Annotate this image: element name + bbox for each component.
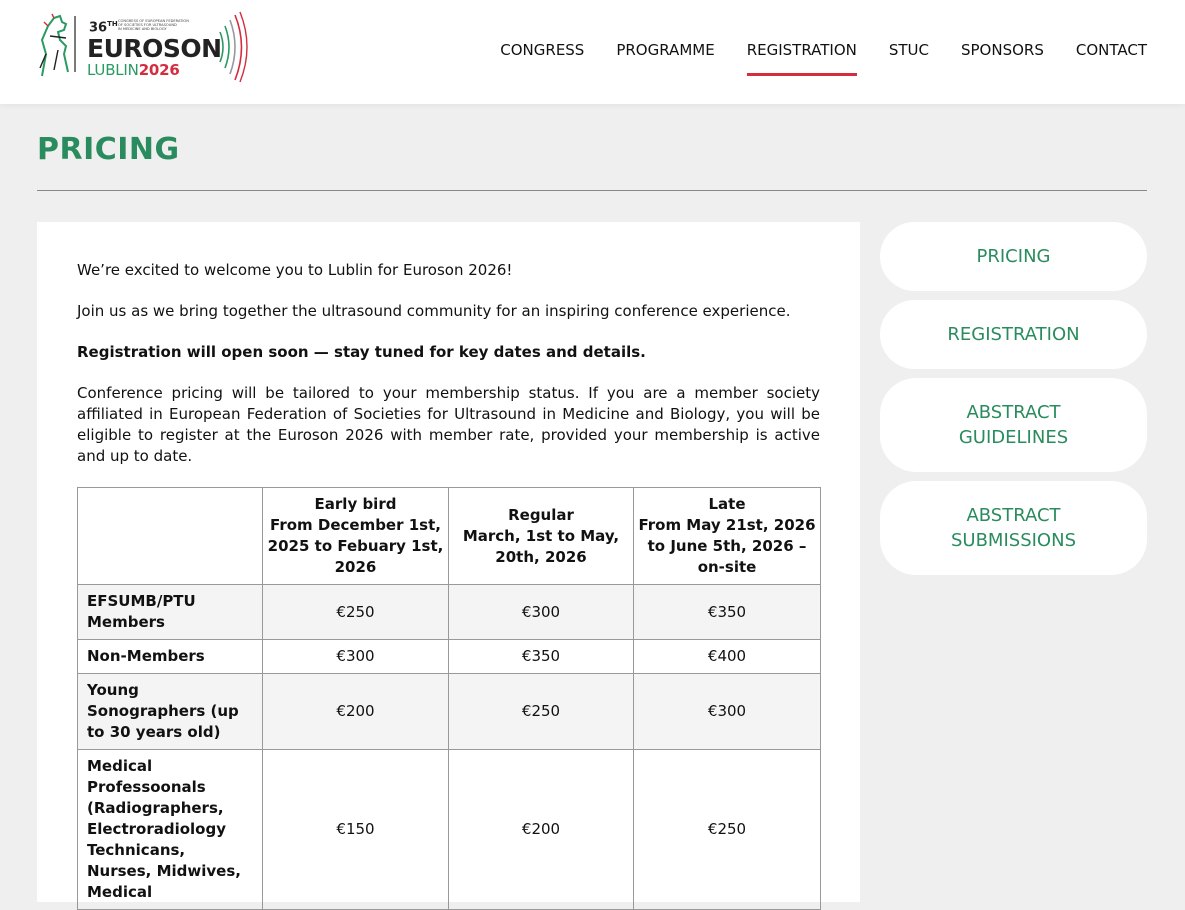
page-title: PRICING [37, 132, 180, 167]
site-header [0, 0, 1185, 104]
price-cell: €400 [634, 640, 821, 674]
nav-contact[interactable]: CONTACT [1075, 41, 1147, 59]
logo-wordmark: EUROSON [87, 34, 222, 63]
price-cell: €200 [449, 750, 634, 910]
price-cell: €350 [634, 585, 821, 640]
main-content [37, 222, 860, 902]
nav-sponsors[interactable]: SPONSORS [960, 41, 1044, 59]
intro-text: Join us as we bring together the ultrasound community for an inspiring conference experience. [77, 302, 791, 320]
row-label: Young Sonographers (up to 30 years old) [78, 674, 263, 750]
table-header-late: Late From May 21st, 2026 to June 5th, 2026 – on-site [634, 488, 821, 585]
table-row [78, 750, 821, 910]
sidebar [880, 222, 1147, 584]
price-cell: €300 [634, 674, 821, 750]
nav-registration[interactable]: REGISTRATION [747, 41, 857, 65]
nav-programme[interactable]: PROGRAMME [616, 41, 715, 59]
row-label: Non-Members [78, 640, 263, 674]
sidebar-item-abstract-guidelines[interactable]: ABSTRACT GUIDELINES [880, 378, 1147, 472]
logo-edition: 36TH [89, 20, 118, 36]
table-row [78, 585, 821, 640]
price-cell: €150 [263, 750, 449, 910]
table-row [78, 640, 821, 674]
price-cell: €250 [634, 750, 821, 910]
row-label: EFSUMB/PTU Members [78, 585, 263, 640]
logo-city-year: LUBLIN2026 [87, 61, 180, 79]
price-cell: €350 [449, 640, 634, 674]
table-header-row [78, 488, 821, 585]
row-label: Medical Professoonals (Radiographers, Electroradiology Technicans, Nurses, Midwives, Medical [78, 750, 263, 910]
pricing-table [77, 487, 821, 910]
price-cell: €200 [263, 674, 449, 750]
welcome-text: We’re excited to welcome you to Lublin for Euroson 2026! [77, 261, 513, 279]
price-cell: €300 [449, 585, 634, 640]
sidebar-item-pricing[interactable]: PRICING [880, 222, 1147, 291]
sidebar-item-registration[interactable]: REGISTRATION [880, 300, 1147, 369]
logo-tagline: CONGRESS OF EUROPEAN FEDERATION OF SOCIETIES FOR ULTRASOUND IN MEDICINE AND BIOLOGY [118, 19, 189, 32]
nav-stuc[interactable]: STUC [888, 41, 929, 59]
table-header-empty [78, 488, 263, 585]
euroson-logo[interactable] [36, 10, 256, 86]
pricing-info-text: Conference pricing will be tailored to your membership status. If you are a member society affiliated in European Federation of Societies for Ultrasound in Medicine and Biology, you will be eligible to register at the Euroson 2026 with member rate, provided your membership is active and up to date. [77, 384, 820, 465]
nav-congress[interactable]: CONGRESS [500, 41, 585, 59]
table-header-early-bird: Early bird From December 1st, 2025 to Febuary 1st, 2026 [263, 488, 449, 585]
price-cell: €250 [263, 585, 449, 640]
table-row [78, 674, 821, 750]
table-header-regular: Regular March, 1st to May, 20th, 2026 [449, 488, 634, 585]
sidebar-item-abstract-submissions[interactable]: ABSTRACT SUBMISSIONS [880, 481, 1147, 575]
price-cell: €300 [263, 640, 449, 674]
title-divider [37, 190, 1147, 191]
main-nav [468, 41, 1147, 65]
registration-notice: Registration will open soon — stay tuned for key dates and details. [77, 343, 646, 361]
price-cell: €250 [449, 674, 634, 750]
